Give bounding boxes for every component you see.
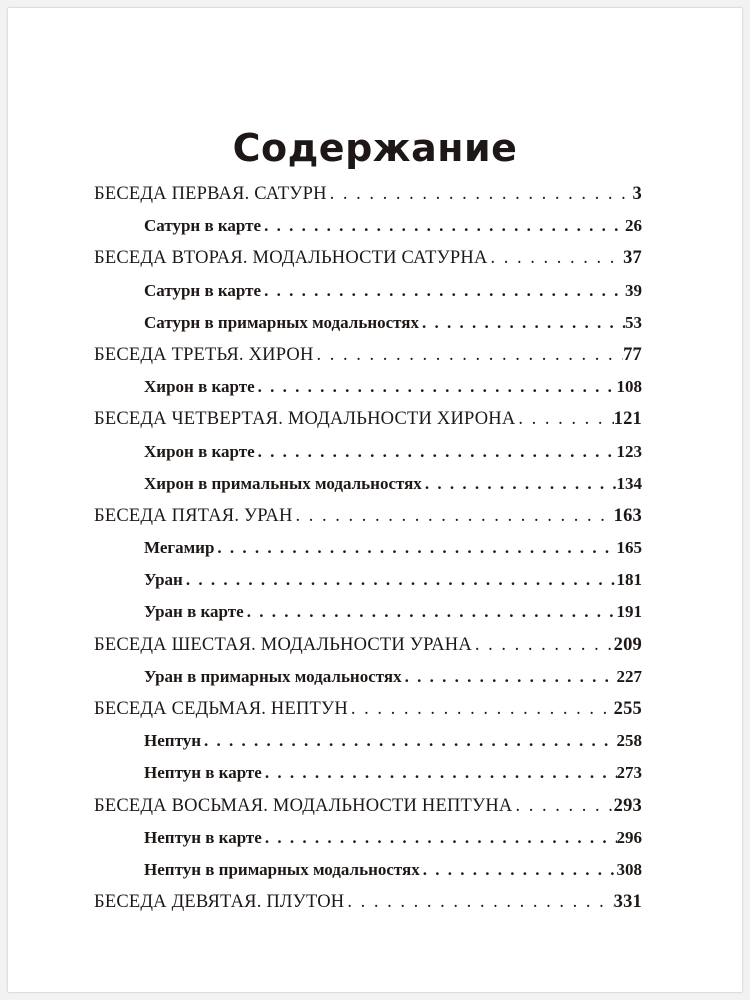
entry-page-number: 134 <box>616 473 642 493</box>
toc-section-entry[interactable] <box>94 854 642 886</box>
entry-label: БЕСЕДА ПЯТАЯ. УРАН <box>94 505 293 526</box>
entry-label: БЕСЕДА СЕДЬМАЯ. НЕПТУН <box>94 699 348 719</box>
dot-leader <box>244 596 617 628</box>
page-title: Содержание <box>232 126 518 170</box>
entry-label: Мегамир <box>144 538 215 558</box>
dot-leader <box>515 403 613 435</box>
dot-leader <box>512 790 613 822</box>
entry-label: Нептун в карте <box>144 827 262 847</box>
book-page <box>8 8 742 992</box>
dot-leader <box>420 854 617 886</box>
entry-label: БЕСЕДА ДЕВЯТАЯ. ПЛУТОН <box>94 892 345 913</box>
entry-page-number: 255 <box>613 699 642 719</box>
entry-label: Хирон в примальных модальностях <box>144 473 422 493</box>
dot-leader <box>488 242 624 274</box>
dot-leader <box>419 307 625 339</box>
entry-label: БЕСЕДА ВТОРАЯ. МОДАЛЬНОСТИ САТУРНА <box>94 248 488 269</box>
entry-page-number: 77 <box>623 344 642 365</box>
dot-leader <box>201 725 617 757</box>
toc-chapter-entry[interactable] <box>94 178 642 210</box>
entry-page-number: 258 <box>616 731 642 751</box>
toc-section-entry[interactable] <box>94 725 642 757</box>
entry-label: Сатурн в карте <box>144 216 262 236</box>
toc-section-entry[interactable] <box>94 436 642 468</box>
toc-section-entry[interactable] <box>94 307 642 339</box>
dot-leader <box>262 822 617 854</box>
toc-chapter-entry[interactable] <box>94 629 642 661</box>
entry-label: Уран <box>144 570 183 590</box>
toc-chapter-entry[interactable] <box>94 500 642 532</box>
entry-label: Сатурн в карте <box>144 280 262 300</box>
dot-leader <box>255 371 617 403</box>
dot-leader <box>314 339 624 371</box>
entry-label: Уран в примарных модальностях <box>144 666 402 686</box>
toc-chapter-entry[interactable] <box>94 242 642 274</box>
entry-label: Нептун в карте <box>144 763 262 783</box>
entry-page-number: 191 <box>616 602 642 622</box>
entry-label: БЕСЕДА ШЕСТАЯ. МОДАЛЬНОСТИ УРАНА <box>94 634 472 655</box>
dot-leader <box>348 693 614 725</box>
dot-leader <box>262 757 617 789</box>
entry-label: Хирон в карте <box>144 377 255 397</box>
dot-leader <box>327 178 633 210</box>
entry-page-number: 37 <box>623 248 642 269</box>
dot-leader <box>422 468 617 500</box>
entry-page-number: 53 <box>625 312 642 332</box>
toc-chapter-entry[interactable] <box>94 403 642 435</box>
toc-section-entry[interactable] <box>94 757 642 789</box>
entry-page-number: 273 <box>616 763 642 783</box>
entry-page-number: 163 <box>613 505 642 526</box>
toc-section-entry[interactable] <box>94 371 642 403</box>
entry-page-number: 227 <box>616 666 642 686</box>
entry-page-number: 121 <box>613 409 642 430</box>
entry-label: БЕСЕДА ПЕРВАЯ. САТУРН <box>94 184 327 204</box>
dot-leader <box>402 661 617 693</box>
toc-chapter-entry[interactable] <box>94 886 642 918</box>
entry-page-number: 108 <box>616 377 642 397</box>
entry-page-number: 123 <box>616 441 642 461</box>
dot-leader <box>183 564 617 596</box>
entry-page-number: 331 <box>613 892 642 913</box>
toc-section-entry[interactable] <box>94 468 642 500</box>
entry-label: Нептун в примарных модальностях <box>144 859 420 879</box>
entry-page-number: 3 <box>632 184 642 204</box>
entry-label: БЕСЕДА ТРЕТЬЯ. ХИРОН <box>94 344 314 365</box>
toc-section-entry[interactable] <box>94 661 642 693</box>
entry-page-number: 293 <box>613 795 642 816</box>
toc-section-entry[interactable] <box>94 532 642 564</box>
dot-leader <box>214 532 616 564</box>
toc-chapter-entry[interactable] <box>94 339 642 371</box>
entry-label: БЕСЕДА ЧЕТВЕРТАЯ. МОДАЛЬНОСТИ ХИРОНА <box>94 409 516 430</box>
dot-leader <box>261 275 625 307</box>
dot-leader <box>293 500 614 532</box>
toc-section-entry[interactable] <box>94 596 642 628</box>
entry-page-number: 296 <box>616 827 642 847</box>
entry-label: Нептун <box>144 731 201 751</box>
entry-label: БЕСЕДА ВОСЬМАЯ. МОДАЛЬНОСТИ НЕПТУНА <box>94 795 513 816</box>
entry-page-number: 26 <box>625 216 642 236</box>
dot-leader <box>255 436 617 468</box>
entry-page-number: 308 <box>616 859 642 879</box>
entry-label: Хирон в карте <box>144 441 255 461</box>
entry-label: Уран в карте <box>144 602 244 622</box>
toc-chapter-entry[interactable] <box>94 693 642 725</box>
dot-leader <box>472 629 614 661</box>
toc-section-entry[interactable] <box>94 275 642 307</box>
dot-leader <box>344 886 613 918</box>
dot-leader <box>261 210 625 242</box>
toc-chapter-entry[interactable] <box>94 790 642 822</box>
table-of-contents <box>94 178 642 918</box>
entry-page-number: 39 <box>625 280 642 300</box>
entry-page-number: 209 <box>613 634 642 655</box>
entry-page-number: 181 <box>616 570 642 590</box>
entry-label: Сатурн в примарных модальностях <box>144 312 419 332</box>
toc-section-entry[interactable] <box>94 822 642 854</box>
entry-page-number: 165 <box>616 538 642 558</box>
toc-section-entry[interactable] <box>94 564 642 596</box>
toc-section-entry[interactable] <box>94 210 642 242</box>
